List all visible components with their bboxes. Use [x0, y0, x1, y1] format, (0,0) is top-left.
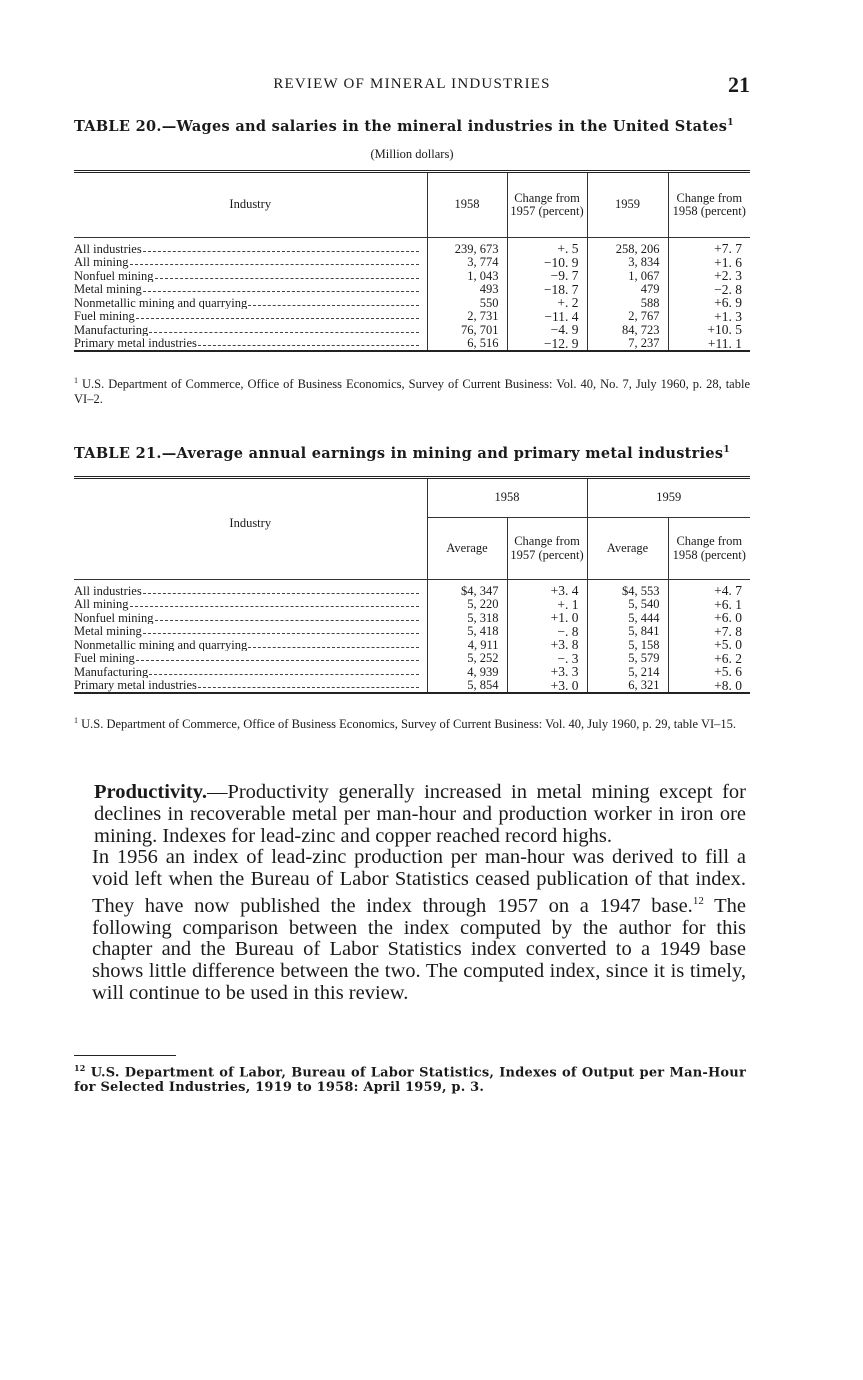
table20-row: [74, 242, 750, 256]
table20-cell-v1959: 1, 067: [587, 269, 668, 283]
table20-cell-c1957: −18. 7: [507, 283, 587, 297]
table21-cell-c1957: +3. 3: [507, 665, 587, 679]
table20-cell-c1958: +1. 6: [668, 256, 750, 270]
table20-cell-industry: [74, 283, 427, 297]
table20-industry-label: Metal mining: [74, 283, 142, 296]
dot-leader: [143, 291, 419, 292]
table21-title-text: TABLE 21.—Average annual earnings in mining and primary metal industries: [74, 445, 724, 462]
table21-footnote-text: U.S. Department of Commerce, Office of Business Economics, Survey of Current Business: Vol. 40, July 1960, p. 29, table VI–15.: [81, 717, 737, 732]
table21-row: [74, 652, 750, 666]
runin-heading: Productivity.: [94, 781, 207, 803]
dot-leader: [248, 305, 418, 306]
body-text: [94, 782, 746, 1005]
table21-title-note: 1: [723, 445, 730, 456]
table21-cell-industry: [74, 598, 427, 612]
table21-industry-label: All mining: [74, 598, 129, 611]
table21-cell-a1959: 5, 841: [587, 625, 668, 639]
table21-header-avg1958: Average: [427, 518, 507, 580]
table21-cell-industry: [74, 611, 427, 625]
table21-cell-c1957: +. 1: [507, 598, 587, 612]
table21-row: [74, 679, 750, 694]
paragraph-index: [92, 847, 746, 1004]
running-head: [74, 72, 750, 98]
table20-cell-v1959: 3, 834: [587, 256, 668, 270]
table21-cell-a1958: 5, 252: [427, 652, 507, 666]
table20-cell-v1958: 239, 673: [427, 242, 507, 256]
table20-cell-v1959: 588: [587, 296, 668, 310]
table20: [74, 170, 750, 352]
table20-cell-v1959: 7, 237: [587, 337, 668, 352]
dot-leader: [248, 647, 418, 648]
table21-cell-c1958: +6. 0: [668, 611, 750, 625]
paragraph-productivity: [94, 782, 746, 847]
table21-header-industry: Industry: [74, 478, 427, 580]
dot-leader: [143, 251, 419, 252]
table20-cell-v1958: 76, 701: [427, 323, 507, 337]
table21-industry-label: Manufacturing: [74, 665, 149, 678]
table20-row: [74, 256, 750, 270]
table21-industry-label: Primary metal industries: [74, 679, 197, 692]
table21-cell-c1958: +7. 8: [668, 625, 750, 639]
table20-cell-c1957: +. 2: [507, 296, 587, 310]
table21-cell-a1958: 4, 911: [427, 638, 507, 652]
table21-cell-a1958: 5, 318: [427, 611, 507, 625]
footnote-12-text: U.S. Department of Labor, Bureau of Labor Statistics, Indexes of Output per Man-Hour for Selected Industries, 1919 to 1958: April 1959, p. 3.: [74, 1065, 746, 1096]
table21-cell-a1959: $4, 553: [587, 584, 668, 598]
paragraph-productivity-text: —Productivity generally increased in metal mining except for declines in recoverable metal per man-hour and production worker in iron ore mining. Indexes for lead-zinc and copper reached record highs.: [94, 781, 746, 847]
table20-header-industry: Industry: [74, 172, 427, 238]
table21-cell-c1957: −. 8: [507, 625, 587, 639]
table20-cell-c1958: +11. 1: [668, 337, 750, 352]
table21-cell-a1959: 5, 540: [587, 598, 668, 612]
table21-industry-label: Nonmetallic mining and quarrying: [74, 638, 248, 651]
table20-cell-industry: [74, 242, 427, 256]
table20-footnote-marker: 1: [74, 376, 78, 385]
table21-header-change1957: Change from 1957 (percent): [507, 518, 587, 580]
table20-cell-c1958: +6. 9: [668, 296, 750, 310]
table21-cell-c1958: +6. 2: [668, 652, 750, 666]
table21-cell-a1958: 5, 854: [427, 679, 507, 694]
table20-industry-label: Fuel mining: [74, 310, 135, 323]
dot-leader: [155, 620, 419, 621]
footnote-12-marker: 12: [74, 1063, 86, 1073]
table21-cell-c1957: −. 3: [507, 652, 587, 666]
table21-cell-a1958: 4, 939: [427, 665, 507, 679]
table21-cell-industry: [74, 652, 427, 666]
table20-cell-c1958: +10. 5: [668, 323, 750, 337]
table21-cell-c1957: +3. 4: [507, 584, 587, 598]
dot-leader: [136, 660, 419, 661]
table20-title: [74, 118, 750, 135]
table21-cell-c1958: +4. 7: [668, 584, 750, 598]
table20-cell-c1958: −2. 8: [668, 283, 750, 297]
table20-row: [74, 310, 750, 324]
footnote-ref-12: 12: [692, 894, 704, 907]
table20-cell-industry: [74, 296, 427, 310]
table21-row: [74, 625, 750, 639]
table20-cell-v1958: 3, 774: [427, 256, 507, 270]
table20-cell-industry: [74, 269, 427, 283]
table21-cell-c1957: +3. 8: [507, 638, 587, 652]
table20-industry-label: Nonfuel mining: [74, 269, 154, 282]
table20-industry-label: Manufacturing: [74, 323, 149, 336]
table20-cell-c1957: +. 5: [507, 242, 587, 256]
table21-cell-a1959: 5, 444: [587, 611, 668, 625]
table21-cell-a1959: 5, 158: [587, 638, 668, 652]
table20-cell-c1957: −12. 9: [507, 337, 587, 352]
table21-cell-c1958: +8. 0: [668, 679, 750, 694]
dot-leader: [143, 593, 419, 594]
table20-header-1959: 1959: [587, 172, 668, 238]
table21-cell-a1959: 5, 579: [587, 652, 668, 666]
table21-cell-c1958: +5. 0: [668, 638, 750, 652]
dot-leader: [198, 345, 419, 346]
dot-leader: [155, 278, 419, 279]
table21-cell-a1958: 5, 220: [427, 598, 507, 612]
table20-industry-label: Nonmetallic mining and quarrying: [74, 296, 248, 309]
page-number: 21: [728, 72, 750, 97]
table20-cell-v1959: 2, 767: [587, 310, 668, 324]
table21-footnote: [74, 716, 750, 732]
table21-row: [74, 638, 750, 652]
table20-cell-v1959: 84, 723: [587, 323, 668, 337]
table20-row: [74, 296, 750, 310]
table20-cell-v1958: 1, 043: [427, 269, 507, 283]
table20-row: [74, 337, 750, 352]
table21-header-change1958: Change from 1958 (percent): [668, 518, 750, 580]
table21-industry-label: Nonfuel mining: [74, 611, 154, 624]
table21-cell-a1958: 5, 418: [427, 625, 507, 639]
table20-footnote-text: U.S. Department of Commerce, Office of Business Economics, Survey of Current Business: Vol. 40, No. 7, July 1960, p. 28, table VI–2.: [74, 377, 751, 406]
dot-leader: [149, 332, 418, 333]
table20-cell-industry: [74, 256, 427, 270]
table21-header-1958: 1958: [427, 478, 587, 518]
table20-cell-industry: [74, 337, 427, 352]
table20-cell-c1957: −11. 4: [507, 310, 587, 324]
table21-industry-label: All industries: [74, 584, 142, 597]
table21-row: [74, 584, 750, 598]
table21-industry-label: Fuel mining: [74, 652, 135, 665]
table20-cell-c1957: −10. 9: [507, 256, 587, 270]
table20-cell-v1958: 550: [427, 296, 507, 310]
table21-cell-c1957: +1. 0: [507, 611, 587, 625]
table21-cell-a1958: $4, 347: [427, 584, 507, 598]
table21-cell-industry: [74, 638, 427, 652]
table21-industry-label: Metal mining: [74, 625, 142, 638]
dot-leader: [198, 687, 419, 688]
table20-cell-c1957: −9. 7: [507, 269, 587, 283]
table21-header-avg1959: Average: [587, 518, 668, 580]
table21-cell-a1959: 6, 321: [587, 679, 668, 694]
table20-title-note: 1: [727, 118, 734, 129]
table21-cell-industry: [74, 625, 427, 639]
table20-cell-c1957: −4. 9: [507, 323, 587, 337]
table20-title-text: TABLE 20.—Wages and salaries in the mineral industries in the United States: [74, 118, 728, 135]
table20-cell-v1959: 479: [587, 283, 668, 297]
table21-cell-c1958: +6. 1: [668, 598, 750, 612]
table21-cell-industry: [74, 665, 427, 679]
table21-cell-c1957: +3. 0: [507, 679, 587, 694]
table21-cell-c1958: +5. 6: [668, 665, 750, 679]
table21-cell-industry: [74, 679, 427, 694]
table20-cell-industry: [74, 323, 427, 337]
table20-cell-v1958: 2, 731: [427, 310, 507, 324]
table21-footnote-marker: 1: [74, 716, 78, 725]
table21-row: [74, 611, 750, 625]
table21-row: [74, 598, 750, 612]
table20-cell-v1959: 258, 206: [587, 242, 668, 256]
paragraph-index-text-2: The following comparison between the index computed by the author for this chapter and the Bureau of Labor Statistics index converted to a 1949 base shows little difference between the two. The computed index, since it is timely, will continue to be used in this review.: [92, 894, 746, 1004]
table21-cell-a1959: 5, 214: [587, 665, 668, 679]
table20-subtitle: (Million dollars): [370, 147, 454, 161]
table21: [74, 476, 750, 694]
table21-title: [74, 445, 750, 462]
table20-industry-label: Primary metal industries: [74, 337, 197, 350]
table20-cell-v1958: 493: [427, 283, 507, 297]
running-title: REVIEW OF MINERAL INDUSTRIES: [273, 76, 551, 92]
table20-industry-label: All industries: [74, 242, 142, 255]
dot-leader: [149, 674, 418, 675]
table21-cell-industry: [74, 584, 427, 598]
table20-row: [74, 323, 750, 337]
table20-industry-label: All mining: [74, 256, 129, 269]
table20-cell-c1958: +1. 3: [668, 310, 750, 324]
table20-cell-c1958: +2. 3: [668, 269, 750, 283]
table20-cell-v1958: 6, 516: [427, 337, 507, 352]
table20-row: [74, 283, 750, 297]
table21-header-1959: 1959: [587, 478, 750, 518]
table20-row: [74, 269, 750, 283]
footnote-rule: [74, 1055, 176, 1056]
dot-leader: [130, 264, 419, 265]
table20-footnote: [74, 376, 750, 406]
table20-header-change1957: Change from 1957 (percent): [507, 172, 587, 238]
table20-header-1958: 1958: [427, 172, 507, 238]
table20-header-change1958: Change from 1958 (percent): [668, 172, 750, 238]
dot-leader: [143, 633, 419, 634]
table20-cell-industry: [74, 310, 427, 324]
footnote-12: [74, 1064, 746, 1096]
paragraph-index-text-1: In 1956 an index of lead-zinc production per man-hour was derived to fill a void left when the Bureau of Labor Statistics ceased publication of that index. They have now published the index through 1957 on a 1947 base.: [92, 846, 746, 917]
table20-cell-c1958: +7. 7: [668, 242, 750, 256]
dot-leader: [130, 606, 419, 607]
dot-leader: [136, 318, 419, 319]
table21-row: [74, 665, 750, 679]
